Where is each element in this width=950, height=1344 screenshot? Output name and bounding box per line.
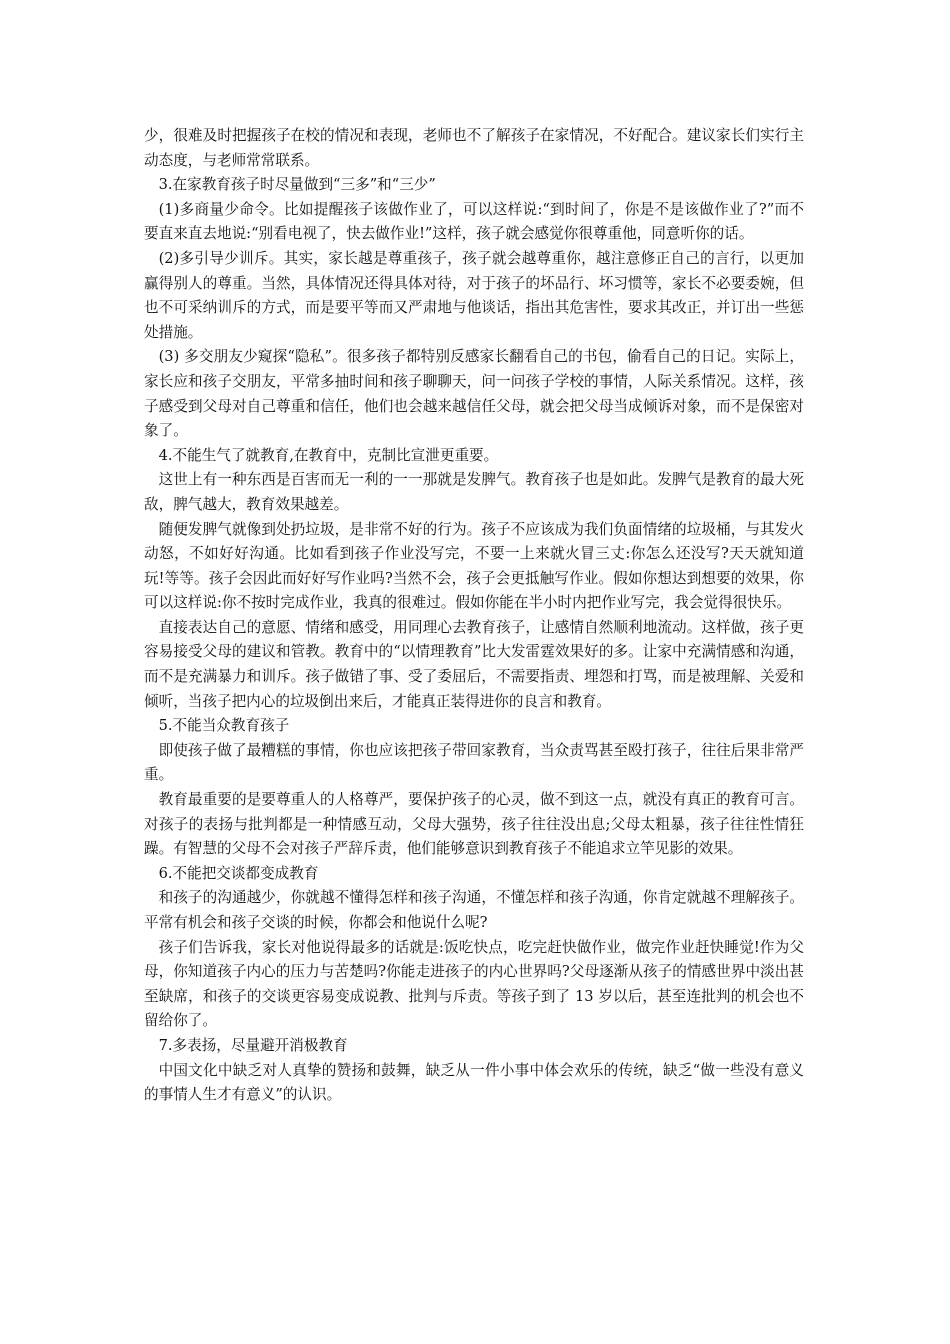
- section-heading: 7.多表扬，尽量避开消极教育: [158, 1036, 348, 1054]
- paragraph: (2)多引导少训斥。其实，家长越是尊重孩子，孩子就会越尊重你，越注意修正自己的言行，以更加赢得别人的尊重。当然，具体情况还得具体对待，对于孩子的坏品行、坏习惯等，家长不必要委婉，但也不可采纳训斥的方式，而是要平等而又严肃地与他谈话，指出其危害性，要求其改正，并订出一些惩处措施。: [144, 249, 804, 341]
- paragraph: 随便发脾气就像到处扔垃圾，是非常不好的行为。孩子不应该成为我们负面情绪的垃圾桶，与其发火动怒，不如好好沟通。比如看到孩子作业没写完，不要一上来就火冒三丈:你怎么还没写?天天就知道玩!等等。孩子会因此而好好写作业吗?当然不会，孩子会更抵触写作业。假如你想达到想要的效果，你可以这样说:你不按时完成作业，我真的很难过。假如你能在半小时内把作业写完，我会觉得很快乐。: [144, 520, 804, 612]
- section-heading: 6.不能把交谈都变成教育: [158, 864, 319, 882]
- section-heading: 3.在家教育孩子时尽量做到“三多”和“三少”: [158, 176, 436, 194]
- paragraph: (3) 多交朋友少窥探“隐私”。很多孩子都特别反感家长翻看自己的书包，偷看自己的日记。实际上，家长应和孩子交朋友，平常多抽时间和孩子聊聊天，问一问孩子学校的事情，人际关系情况。这样，孩子感受到父母对自己尊重和信任，他们也会越来越信任父母，就会把父母当成倾诉对象，而不是保密对象了。: [144, 348, 804, 440]
- paragraph: 中国文化中缺乏对人真挚的赞扬和鼓舞，缺乏从一件小事中体会欢乐的传统，缺乏“做一些没有意义的事情人生才有意义”的认识。: [144, 1061, 804, 1104]
- paragraph: 这世上有一种东西是百害而无一利的一一那就是发脾气。教育孩子也是如此。发脾气是教育的最大死敌，脾气越大，教育效果越差。: [144, 471, 804, 513]
- paragraph: 教育最重要的是要尊重人的人格尊严，要保护孩子的心灵，做不到这一点，就没有真正的教育可言。对孩子的表扬与批判都是一种情感互动，父母大强势，孩子往往没出息;父母太粗暴，孩子往往性情狂躁。有智慧的父母不会对孩子严辞斥责，他们能够意识到教育孩子不能追求立竿见影的效果。: [144, 791, 804, 858]
- section-heading: 4.不能生气了就教育,在教育中，克制比宣泄更重要。: [158, 446, 499, 464]
- paragraph: 少，很难及时把握孩子在校的情况和表现，老师也不了解孩子在家情况，不好配合。建议家长们实行主动态度，与老师常常联系。: [144, 127, 804, 169]
- paragraph: 孩子们告诉我，家长对他说得最多的话就是:饭吃快点，吃完赶快做作业，做完作业赶快睡觉!作为父母，你知道孩子内心的压力与苦楚吗?你能走进孩子的内心世界吗?父母逐渐从孩子的情感世界中淡出甚至缺席，和孩子的交谈更容易变成说教、批判与斥责。等孩子到了 13 岁以后，甚至连批判的机会也不留给你了。: [144, 938, 804, 1030]
- paragraph: 直接表达自己的意愿、情绪和感受，用同理心去教育孩子，让感情自然顺利地流动。这样做，孩子更容易接受父母的建议和管教。教育中的“以情理教育”比大发雷霆效果好的多。让家中充满情感和沟通，而不是充满暴力和训斥。孩子做错了事、受了委屈后，不需要指责、埋怨和打骂，而是被理解、关爱和倾听，当孩子把内心的垃圾倒出来后，才能真正装得进你的良言和教育。: [144, 618, 804, 710]
- paragraph: 和孩子的沟通越少，你就越不懂得怎样和孩子沟通，不懂怎样和孩子沟通，你肯定就越不理解孩子。平常有机会和孩子交谈的时候，你都会和他说什么呢?: [144, 889, 804, 931]
- document-page: [144, 124, 804, 1108]
- paragraph: (1)多商量少命令。比如提醒孩子该做作业了，可以这样说:“到时间了，你是不是该做作业了?”而不要直来直去地说:“别看电视了，快去做作业!”这样，孩子就会感觉你很尊重他，同意听你的话。: [144, 200, 804, 243]
- section-heading: 5.不能当众教育孩子: [158, 717, 290, 735]
- paragraph: 即使孩子做了最糟糕的事情，你也应该把孩子带回家教育，当众责骂甚至殴打孩子，往往后果非常严重。: [144, 741, 804, 784]
